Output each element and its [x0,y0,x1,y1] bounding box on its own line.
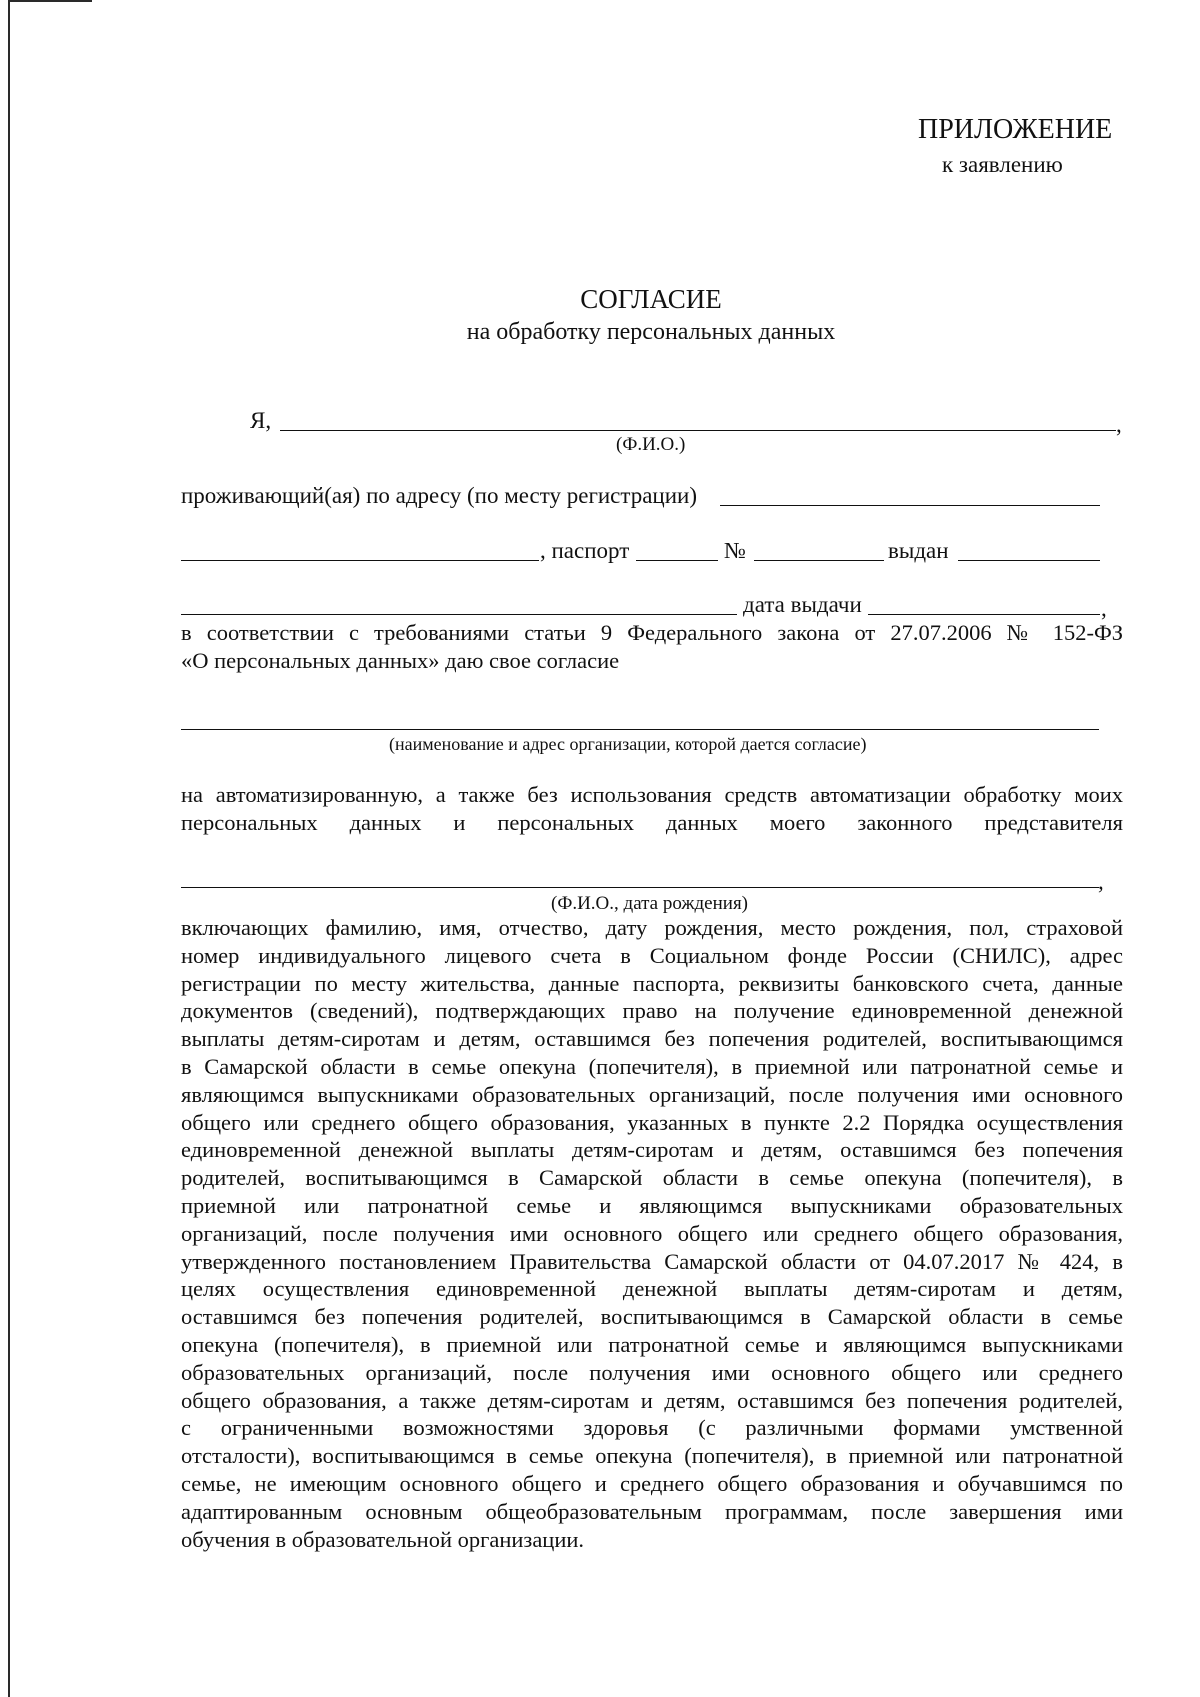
address-field-line[interactable] [720,505,1100,506]
representative-caption: (Ф.И.О., дата рождения) [551,893,749,914]
personal-data-paragraph [181,914,1123,1553]
i-prefix: Я, [250,408,272,433]
number-sign: № [724,538,746,563]
body-line: с ограниченными возможностями здоровья (с различными формами умственной [181,1415,1123,1441]
consent-subtitle: на обработку персональных данных [466,319,836,345]
issue-date-label: дата выдачи [743,592,862,617]
body-line: организаций, после получения ими основного общего или среднего общего образования, [181,1220,1123,1246]
fio-line-end: , [1116,412,1122,437]
body-line: выплаты детям-сиротам и детям, оставшимся без попечения родителей, воспитывающимся [181,1026,1123,1052]
issued-by-line[interactable] [958,560,1100,561]
address-continuation-line[interactable] [181,560,539,561]
body-line: единовременной денежной выплаты детям-сиротам и детям, оставшимся без попечения [181,1137,1123,1163]
body-line: оставшимся без попечения родителей, воспитывающимся в Самарской области в семье [181,1304,1123,1330]
body-line: утвержденного постановлением Правительства Самарской области от 04.07.2017 № 424, в [181,1248,1123,1274]
body-line: регистрации по месту жительства, данные паспорта, реквизиты банковского счета, данные [181,970,1123,996]
issued-by-continuation-line[interactable] [181,614,737,615]
law-paragraph [181,619,1123,675]
passport-label: , паспорт [540,538,630,563]
body-line: образовательных организаций, после получения ими основного общего или среднего [181,1359,1123,1385]
body-line: опекуна (попечителя), в приемной или патронатной семье и являющимся выпускниками [181,1331,1123,1357]
organization-field-line[interactable] [181,729,1099,730]
law-line: «О персональных данных» даю свое согласие [181,647,620,673]
body-line: обучения в образовательной организации. [181,1526,585,1552]
body-line: в Самарской области в семье опекуна (попечителя), в приемной или патронатной семье и [181,1053,1123,1079]
scan-edge-top [8,0,92,2]
body-line: семье, не имеющим основного общего и среднего общего образования и обучавшимся по [181,1470,1123,1496]
appendix-subtitle: к заявлению [942,152,1063,177]
organization-caption: (наименование и адрес организации, которой дается согласие) [389,734,867,754]
representative-line-end: , [1098,869,1104,894]
scan-edge-left [8,0,10,1697]
consent-title: СОГЛАСИЕ [580,284,722,314]
body-line: адаптированным основным общеобразовательным программам, после завершения ими [181,1498,1123,1524]
fio-caption: (Ф.И.О.) [616,434,686,455]
address-label: проживающий(ая) по адресу (по месту регистрации) [181,483,698,508]
body-line: общего образования, а также детям-сиротам и детям, оставшимся без попечения родителей, [181,1387,1123,1413]
body-line: приемной или патронатной семье и являющимся выпускниками образовательных [181,1192,1123,1218]
issue-date-line[interactable] [868,614,1100,615]
law-line: в соответствии с требованиями статьи 9 Федерального закона от 27.07.2006 № 152-ФЗ [181,620,1123,645]
passport-number-line[interactable] [754,560,884,561]
passport-series-line[interactable] [636,560,718,561]
consent-line: персональных данных и персональных данных моего законного представителя [181,809,1123,835]
issue-date-end: , [1101,596,1107,621]
fio-field-line[interactable] [280,430,1116,431]
consent-paragraph [181,781,1123,837]
representative-field-line[interactable] [181,887,1099,888]
body-line: общего или среднего общего образования, указанных в пункте 2.2 Порядка осуществления [181,1109,1123,1135]
body-line: целях осуществления единовременной денежной выплаты детям-сиротам и детям, [181,1276,1123,1302]
body-line: отсталости), воспитывающимся в семье опекуна (попечителя), в приемной или патронатной [181,1443,1123,1469]
body-line: включающих фамилию, имя, отчество, дату рождения, место рождения, пол, страховой [181,915,1123,940]
appendix-title: ПРИЛОЖЕНИЕ [918,114,1113,145]
body-line: родителей, воспитывающимся в Самарской области в семье опекуна (попечителя), в [181,1165,1123,1191]
consent-line: на автоматизированную, а также без использования средств автоматизации обработку моих [181,782,1123,807]
issued-label: выдан [888,538,949,563]
body-line: номер индивидуального лицевого счета в Социальном фонде России (СНИЛС), адрес [181,942,1123,968]
body-line: документов (сведений), подтверждающих право на получение единовременной денежной [181,998,1123,1024]
body-line: являющимся выпускниками образовательных организаций, после получения ими основного [181,1081,1123,1107]
